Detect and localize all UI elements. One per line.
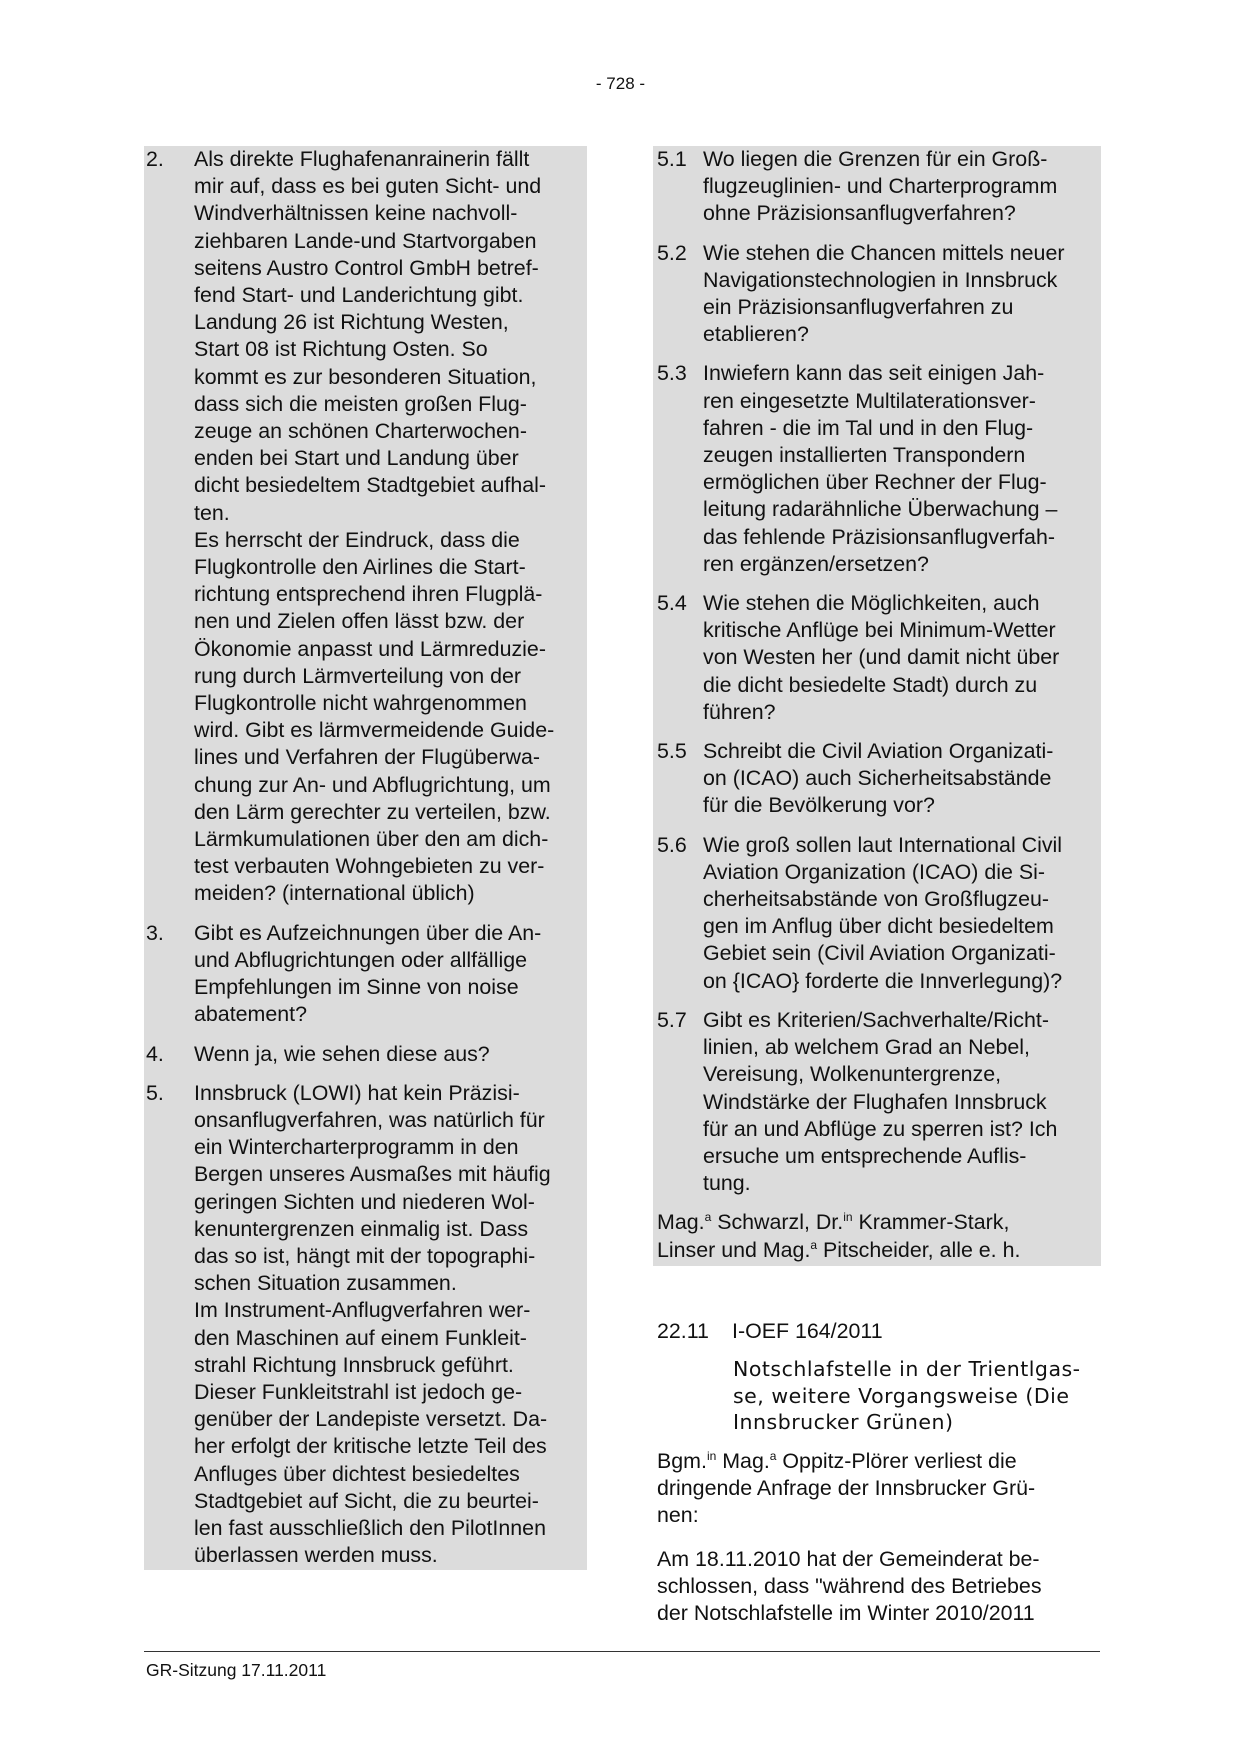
page-number: - 728 -	[595, 74, 646, 93]
question-text	[653, 590, 1101, 726]
text-line: Flugkontrolle den Airlines die Start-	[194, 555, 526, 580]
question-text	[144, 1041, 587, 1068]
text-line: dass sich die meisten großen Flug-	[194, 391, 527, 416]
text-line: das fehlende Präzisionsanflugverfah-	[703, 524, 1055, 549]
question-number: 5.4	[657, 591, 687, 616]
question-number: 5.2	[657, 240, 687, 265]
text-line: richtung entsprechend ihren Flugplä-	[194, 582, 543, 607]
text-line: Gebiet sein (Civil Aviation Organizati-	[703, 941, 1056, 966]
question-item	[144, 920, 587, 1029]
question-text	[653, 240, 1101, 349]
text-line: Gibt es Kriterien/Sachverhalte/Richt-	[703, 1007, 1049, 1032]
left-item-list	[144, 146, 587, 1581]
text-line: enden bei Start und Landung über	[194, 446, 519, 471]
text-line: fend Start- und Landerichtung gibt.	[194, 283, 524, 308]
question-item	[653, 360, 1101, 578]
right-item-list	[653, 146, 1101, 1209]
text-line: Wie stehen die Chancen mittels neuer	[703, 240, 1065, 265]
text-line: das so ist, hängt mit der topographi-	[194, 1243, 536, 1268]
question-text	[653, 832, 1101, 995]
text-line: mir auf, dass es bei guten Sicht- und	[194, 174, 542, 199]
text-line: Am 18.11.2010 hat der Gemeinderat be-	[657, 1547, 1040, 1571]
intro-paragraph: Bgm.$^{in}$ Mag.$^a$ Oppitz-Plörer verliest die dringende Anfrage der Innsbrucker Grü- nen:	[657, 1448, 1102, 1530]
question-number: 2.	[146, 147, 164, 171]
text-line: gen im Anflug über dicht besiedeltem	[703, 914, 1054, 939]
text-line: chung zur An- und Abflugrichtung, um	[194, 772, 551, 797]
text-line: Als direkte Flughafenanrainerin fällt	[194, 147, 530, 171]
text-line: nen:	[657, 1503, 699, 1528]
text-line: Wenn ja, wie sehen diese aus?	[194, 1041, 490, 1066]
question-text	[653, 738, 1101, 820]
question-number: 5.1	[657, 147, 687, 171]
resolution-paragraph	[657, 1546, 1102, 1628]
text-line: Landung 26 ist Richtung Westen,	[194, 310, 509, 335]
text-line: zeuge an schönen Charterwochen-	[194, 419, 527, 444]
text-line: Gibt es Aufzeichnungen über die An-	[194, 920, 542, 945]
text-line: linien, ab welchem Grad an Nebel,	[703, 1035, 1030, 1060]
text-line: ren eingesetzte Multilaterationsver-	[703, 388, 1036, 413]
agenda-title	[733, 1356, 1103, 1436]
text-line: Ökonomie anpasst und Lärmreduzie-	[194, 636, 546, 661]
text-line: on (ICAO) auch Sicherheitsabstände	[703, 766, 1052, 791]
text-line: onsanflugverfahren, was natürlich für	[194, 1107, 545, 1132]
question-number: 4.	[146, 1041, 164, 1066]
text-line: meiden? (international üblich)	[194, 881, 475, 906]
text-line: kommt es zur besonderen Situation,	[194, 364, 537, 389]
agenda-number: 22.11	[657, 1319, 709, 1343]
question-item	[653, 146, 1101, 228]
question-item	[653, 832, 1101, 995]
question-text	[653, 360, 1101, 578]
question-item	[144, 1080, 587, 1570]
text-line: ersuche um entsprechende Auflis-	[703, 1143, 1027, 1168]
text-line: kenuntergrenzen einmalig ist. Dass	[194, 1216, 529, 1241]
text-line: Stadtgebiet auf Sicht, die zu beurtei-	[194, 1488, 539, 1513]
agenda-reference: I-OEF 164/2011	[732, 1319, 883, 1343]
question-item	[144, 146, 587, 908]
text-line: leitung radarähnliche Überwachung –	[703, 497, 1058, 522]
text-line: on {ICAO} forderte die Innverlegung)?	[703, 968, 1063, 993]
text-line: Notschlafstelle in der Trientlgas-	[733, 1357, 1081, 1381]
text-line: Innsbruck (LOWI) hat kein Präzisi-	[194, 1080, 520, 1105]
text-line: Inwiefern kann das seit einigen Jah-	[703, 361, 1045, 386]
signature-line-1: Mag.$^a$ Schwarzl, Dr.$^{in}$ Krammer-Stark,	[657, 1210, 1010, 1235]
text-line: se, weitere Vorgangsweise (Die	[733, 1383, 1070, 1408]
text-line: Aviation Organization (ICAO) die Si-	[703, 859, 1045, 884]
text-line: genüber der Landepiste versetzt. Da-	[194, 1407, 548, 1432]
text-line: schlossen, dass "während des Betriebes	[657, 1574, 1042, 1599]
text-line: ein Wintercharterprogramm in den	[194, 1135, 519, 1160]
text-line: ziehbaren Lande-und Startvorgaben	[194, 228, 537, 253]
question-item	[653, 240, 1101, 349]
text-line: lines und Verfahren der Flugüberwa-	[194, 745, 541, 770]
text-line: kritische Anflüge bei Minimum-Wetter	[703, 618, 1056, 643]
signature-line-2: Linser und Mag.$^a$ Pitscheider, alle e. h.	[657, 1237, 1021, 1262]
text-line: Wie groß sollen laut International Civil	[703, 832, 1063, 857]
text-line: ein Präzisionsanflugverfahren zu	[703, 295, 1014, 320]
text-line: etablieren?	[703, 322, 809, 347]
question-text	[144, 146, 587, 908]
text-line: für an und Abflüge zu sperren ist? Ich	[703, 1116, 1058, 1141]
text-line: fahren - die im Tal und in den Flug-	[703, 415, 1034, 440]
text-line: strahl Richtung Innsbruck geführt.	[194, 1352, 514, 1377]
text-line: Anfluges über dichtest besiedeltes	[194, 1461, 520, 1486]
text-line: Windstärke der Flughafen Innsbruck	[703, 1089, 1047, 1114]
text-line: nen und Zielen offen lässt bzw. der	[194, 609, 525, 634]
text-line: überlassen werden muss.	[194, 1543, 438, 1568]
text-line: geringen Sichten und niederen Wol-	[194, 1189, 535, 1214]
question-number: 5.6	[657, 832, 687, 857]
text-line: und Abflugrichtungen oder allfällige	[194, 947, 527, 972]
question-number: 5.7	[657, 1007, 687, 1032]
text-line: Wo liegen die Grenzen für ein Groß-	[703, 147, 1048, 171]
text-line: tung.	[703, 1171, 751, 1196]
text-line: test verbauten Wohngebieten zu ver-	[194, 854, 545, 879]
right-column-questions	[653, 146, 1101, 1266]
text-line: Flugkontrolle nicht wahrgenommen	[194, 691, 527, 716]
text-line: Dieser Funkleitstrahl ist jedoch ge-	[194, 1379, 523, 1404]
question-text	[144, 1080, 587, 1570]
question-number: 5.3	[657, 361, 687, 386]
text-line: len fast ausschließlich den PilotInnen	[194, 1515, 546, 1540]
text-line: Bergen unseres Ausmaßes mit häufig	[194, 1162, 551, 1187]
footer-text: GR-Sitzung 17.11.2011	[146, 1660, 327, 1680]
text-line: Wie stehen die Möglichkeiten, auch	[703, 591, 1040, 616]
text-line: Vereisung, Wolkenuntergrenze,	[703, 1062, 1002, 1087]
text-line: die dicht besiedelte Stadt) durch zu	[703, 672, 1038, 697]
text-line: den Lärm gerechter zu verteilen, bzw.	[194, 799, 551, 824]
text-line: Empfehlungen im Sinne von noise	[194, 975, 519, 1000]
text-line: ohne Präzisionsanflugverfahren?	[703, 201, 1016, 226]
question-text	[144, 920, 587, 1029]
text-line: Es herrscht der Eindruck, dass die	[194, 527, 520, 552]
footer-divider	[144, 1651, 1100, 1652]
text-line: schen Situation zusammen.	[194, 1271, 457, 1296]
text-line: führen?	[703, 699, 776, 724]
question-text	[653, 146, 1101, 228]
question-item	[653, 590, 1101, 726]
left-column-questions	[144, 146, 587, 1570]
text-line: Navigationstechnologien in Innsbruck	[703, 267, 1058, 292]
text-line: Innsbrucker Grünen)	[733, 1410, 954, 1434]
text-line: rung durch Lärmverteilung von der	[194, 663, 521, 688]
question-item	[653, 1007, 1101, 1197]
text-line: für die Bevölkerung vor?	[703, 793, 935, 818]
signature-block	[653, 1209, 1101, 1263]
question-number: 5.5	[657, 739, 687, 764]
text-line: der Notschlafstelle im Winter 2010/2011	[657, 1601, 1035, 1626]
text-line: den Maschinen auf einem Funkleit-	[194, 1325, 527, 1350]
question-item	[144, 1041, 587, 1068]
text-line: Schreibt die Civil Aviation Organizati-	[703, 739, 1054, 764]
text-line: Windverhältnissen keine nachvoll-	[194, 201, 518, 226]
text-line: Start 08 ist Richtung Osten. So	[194, 337, 488, 362]
question-number: 3.	[146, 920, 164, 945]
agenda-item-header	[657, 1318, 1102, 1345]
text-line: abatement?	[194, 1002, 307, 1027]
text-line: ermöglichen über Rechner der Flug-	[703, 470, 1047, 495]
question-number: 5.	[146, 1080, 164, 1105]
text-line: dicht besiedeltem Stadtgebiet aufhal-	[194, 473, 546, 498]
text-line: Lärmkumulationen über den am dich-	[194, 827, 549, 852]
text-line: cherheitsabstände von Großflugzeu-	[703, 887, 1050, 912]
text-line: Im Instrument-Anflugverfahren wer-	[194, 1298, 531, 1323]
text-line: von Westen her (und damit nicht über	[703, 645, 1060, 670]
text-line: ren ergänzen/ersetzen?	[703, 551, 929, 576]
text-line: flugzeuglinien- und Charterprogramm	[703, 174, 1058, 199]
question-item	[653, 738, 1101, 820]
text-line: zeugen installierten Transpondern	[703, 443, 1026, 468]
question-text	[653, 1007, 1101, 1197]
text-line: dringende Anfrage der Innsbrucker Grü-	[657, 1476, 1036, 1501]
text-line: ten.	[194, 500, 230, 525]
text-line: her erfolgt der kritische letzte Teil des	[194, 1434, 547, 1459]
text-line: seitens Austro Control GmbH betref-	[194, 255, 539, 280]
text-line: wird. Gibt es lärmvermeidende Guide-	[194, 718, 555, 743]
